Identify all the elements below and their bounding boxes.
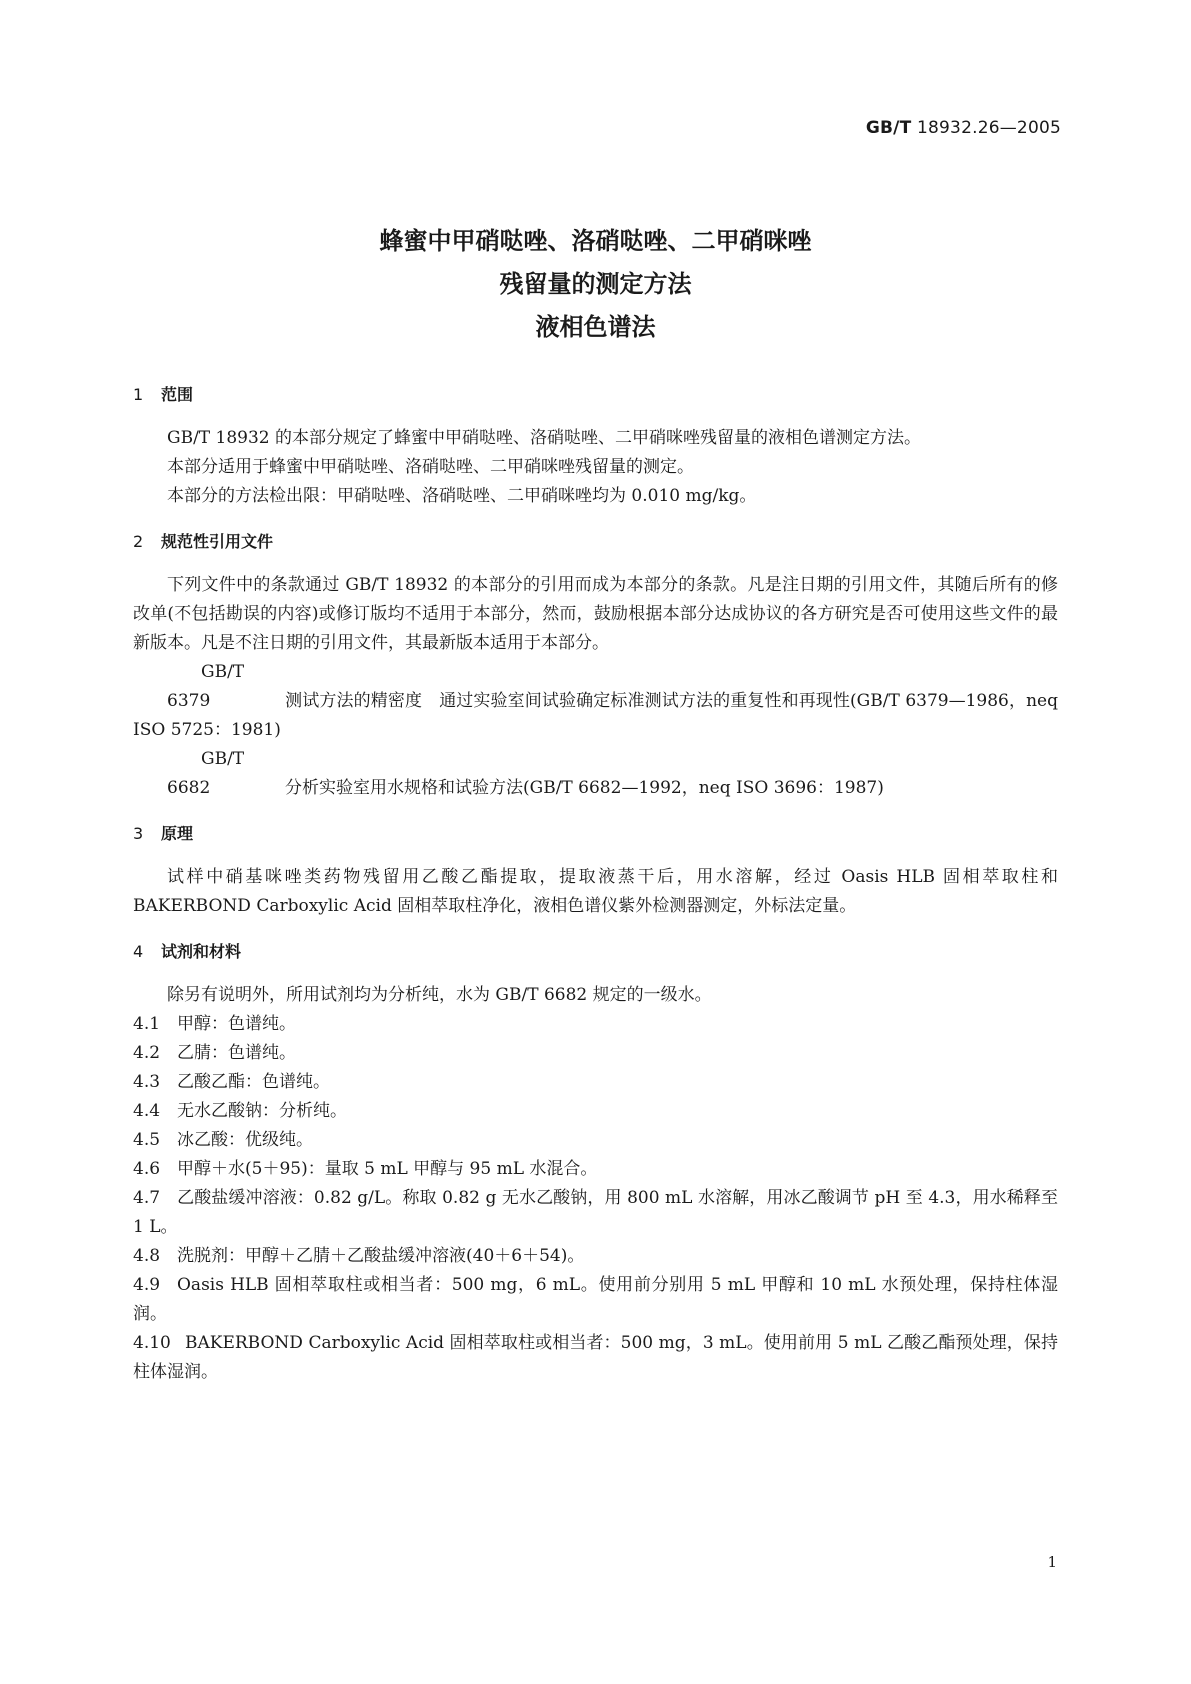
principle-paragraph: 试样中硝基咪唑类药物残留用乙酸乙酯提取，提取液蒸干后，用水溶解，经过 Oasis HLB 固相萃取柱和 BAKERBOND Carboxylic Acid 固相萃取柱净化，液相色谱仪紫外检测器测定，外标法定量。	[133, 867, 1058, 916]
document-title	[0, 220, 1191, 349]
title-line-1: 蜂蜜中甲硝哒唑、洛硝哒唑、二甲硝咪唑	[379, 227, 812, 255]
item-number: 4.10	[133, 1333, 171, 1353]
reagent-item	[133, 1184, 1058, 1242]
section-number: 2	[133, 532, 144, 551]
reagents-intro-paragraph: 除另有说明外，所用试剂均为分析纯，水为 GB/T 6682 规定的一级水。	[167, 985, 712, 1005]
item-text: 乙腈：色谱纯。	[177, 1043, 296, 1063]
reference-code: GB/T 6682	[167, 749, 245, 798]
item-number: 4.2	[133, 1043, 161, 1063]
reagent-item	[133, 1242, 1058, 1271]
reagent-item	[133, 1271, 1058, 1329]
section-title: 原理	[161, 824, 194, 843]
item-number: 4.3	[133, 1072, 161, 1092]
reference-code: GB/T 6379	[167, 662, 245, 711]
item-number: 4.7	[133, 1188, 161, 1208]
scope-paragraph-1: GB/T 18932 的本部分规定了蜂蜜中甲硝哒唑、洛硝哒唑、二甲硝咪唑残留量的液相色谱测定方法。	[167, 428, 922, 448]
item-number: 4.5	[133, 1130, 161, 1150]
item-text: 乙酸盐缓冲溶液：0.82 g/L。称取 0.82 g 无水乙酸钠，用 800 mL 水溶解，用冰乙酸调节 pH 至 4.3，用水稀释至 1 L。	[133, 1188, 1058, 1237]
item-number: 4.9	[133, 1275, 161, 1295]
section-1-heading	[133, 382, 1058, 408]
item-text: Oasis HLB 固相萃取柱或相当者：500 mg，6 mL。使用前分别用 5 mL 甲醇和 10 mL 水预处理，保持柱体湿润。	[133, 1275, 1058, 1324]
section-2-heading	[133, 529, 1058, 555]
reagent-item	[133, 1010, 1058, 1039]
item-number: 4.1	[133, 1014, 161, 1034]
reference-title: 分析实验室用水规格和试验方法(GB/T 6682—1992，neq ISO 3696：1987)	[285, 778, 884, 798]
item-text: 甲醇＋水(5＋95)：量取 5 mL 甲醇与 95 mL 水混合。	[177, 1159, 598, 1179]
item-number: 4.6	[133, 1159, 161, 1179]
item-number: 4.4	[133, 1101, 161, 1121]
reference-item-2	[133, 745, 1058, 803]
scope-paragraph-2: 本部分适用于蜂蜜中甲硝哒唑、洛硝哒唑、二甲硝咪唑残留量的测定。	[167, 457, 694, 477]
references-intro-paragraph: 下列文件中的条款通过 GB/T 18932 的本部分的引用而成为本部分的条款。凡是注日期的引用文件，其随后所有的修改单(不包括勘误的内容)或修订版均不适用于本部分，然而，鼓励根据本部分达成协议的各方研究是否可使用这些文件的最新版本。凡是不注日期的引用文件，其最新版本适用于本部分。	[133, 575, 1058, 653]
section-number: 4	[133, 942, 144, 961]
standard-number	[866, 118, 1061, 138]
item-number: 4.8	[133, 1246, 161, 1266]
item-text: 无水乙酸钠：分析纯。	[177, 1101, 347, 1121]
section-4-heading	[133, 939, 1058, 965]
item-text: 冰乙酸：优级纯。	[177, 1130, 313, 1150]
scope-paragraph-3: 本部分的方法检出限：甲硝哒唑、洛硝哒唑、二甲硝咪唑均为 0.010 mg/kg。	[167, 486, 757, 506]
reagent-item	[133, 1039, 1058, 1068]
section-title: 规范性引用文件	[161, 532, 274, 551]
section-title: 范围	[161, 385, 194, 404]
reagent-item	[133, 1329, 1058, 1387]
page-number: 1	[1047, 1553, 1057, 1571]
item-text: BAKERBOND Carboxylic Acid 固相萃取柱或相当者：500 mg，3 mL。使用前用 5 mL 乙酸乙酯预处理，保持柱体湿润。	[133, 1333, 1058, 1382]
reference-title: 测试方法的精密度 通过实验室间试验确定标准测试方法的重复性和再现性(GB/T 6379—1986，neq ISO 5725：1981)	[133, 691, 1058, 740]
standard-prefix: GB/T	[865, 118, 912, 138]
section-number: 3	[133, 824, 144, 843]
item-text: 甲醇：色谱纯。	[177, 1014, 296, 1034]
reagent-item	[133, 1097, 1058, 1126]
title-line-2: 残留量的测定方法	[499, 270, 692, 298]
reference-item-1	[133, 658, 1058, 745]
title-line-3: 液相色谱法	[535, 313, 656, 341]
section-number: 1	[133, 385, 144, 404]
document-body	[133, 382, 1058, 1387]
item-text: 洗脱剂：甲醇＋乙腈＋乙酸盐缓冲溶液(40＋6＋54)。	[177, 1246, 585, 1266]
item-text: 乙酸乙酯：色谱纯。	[177, 1072, 330, 1092]
reagent-item	[133, 1155, 1058, 1184]
section-title: 试剂和材料	[161, 942, 242, 961]
standard-code: 18932.26—2005	[911, 118, 1061, 138]
section-3-heading	[133, 821, 1058, 847]
reagent-item	[133, 1126, 1058, 1155]
reagent-item	[133, 1068, 1058, 1097]
